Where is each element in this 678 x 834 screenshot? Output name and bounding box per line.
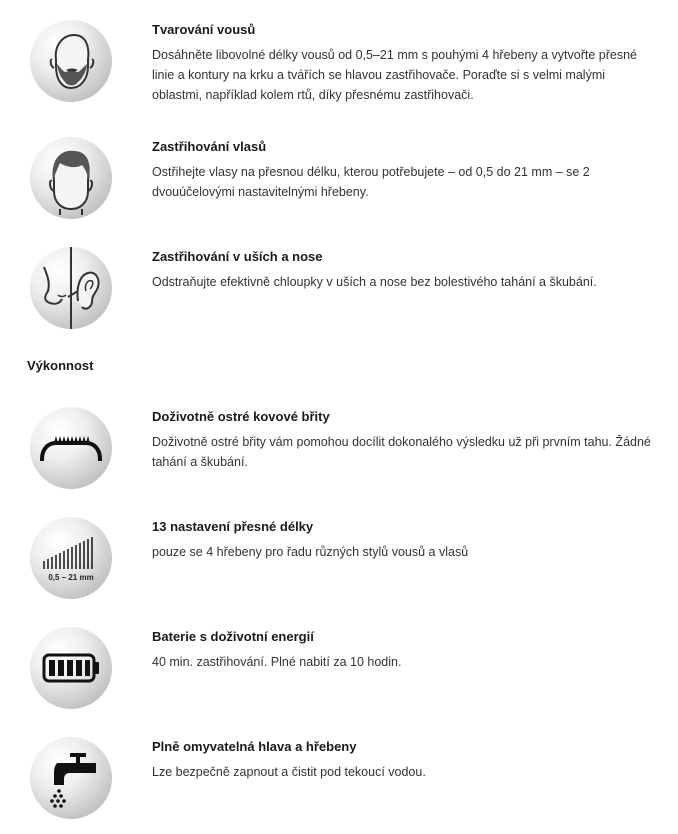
nose-ear-icon <box>30 247 112 329</box>
length-range-label: 0,5 – 21 mm <box>48 573 94 582</box>
feature-title: 13 nastavení přesné délky <box>152 519 314 534</box>
feature-description: Lze bezpečně zapnout a čistit pod tekoucí vodou. <box>152 765 426 779</box>
feature-description: Odstraňujte efektivně chloupky v uších a nose bez bolestivého tahání a škubání. <box>152 275 597 289</box>
feature-title: Plně omyvatelná hlava a hřebeny <box>152 739 357 754</box>
hair-head-icon <box>30 137 112 219</box>
battery-icon <box>30 627 112 709</box>
feature-title: Baterie s doživotní energií <box>152 629 314 644</box>
feature-title: Tvarování vousů <box>152 22 256 37</box>
beard-face-icon <box>30 20 112 102</box>
section-heading: Výkonnost <box>27 358 94 373</box>
feature-title: Doživotně ostré kovové břity <box>152 409 330 424</box>
water-tap-icon <box>30 737 112 819</box>
blade-icon <box>30 407 112 489</box>
feature-description: Doživotně ostré břity vám pomohou docílit dokonalého výsledku už při prvním tahu. Žádné tahání a škubání. <box>152 435 651 469</box>
feature-title: Zastřihování vlasů <box>152 139 267 154</box>
feature-title: Zastřihování v uších a nose <box>152 249 323 264</box>
feature-description: Dosáhněte libovolné délky vousů od 0,5–21 mm s pouhými 4 hřebeny a vytvořte přesné linie a kontury na krku a tvářích se hlavou zastřihovače. Poraďte si s velmi malými oblastmi, například kolem rtů, díky přesnému zastřihovači. <box>152 48 638 102</box>
feature-description: pouze se 4 hřebeny pro řadu různých stylů vousů a vlasů <box>152 545 469 559</box>
feature-description: 40 min. zastřihování. Plné nabití za 10 hodin. <box>152 655 402 669</box>
length-settings-icon <box>30 517 112 599</box>
feature-description: Ostřihejte vlasy na přesnou délku, kterou potřebujete – od 0,5 do 21 mm – se 2 dvouúčelovými nastavitelnými hřebeny. <box>152 165 590 199</box>
